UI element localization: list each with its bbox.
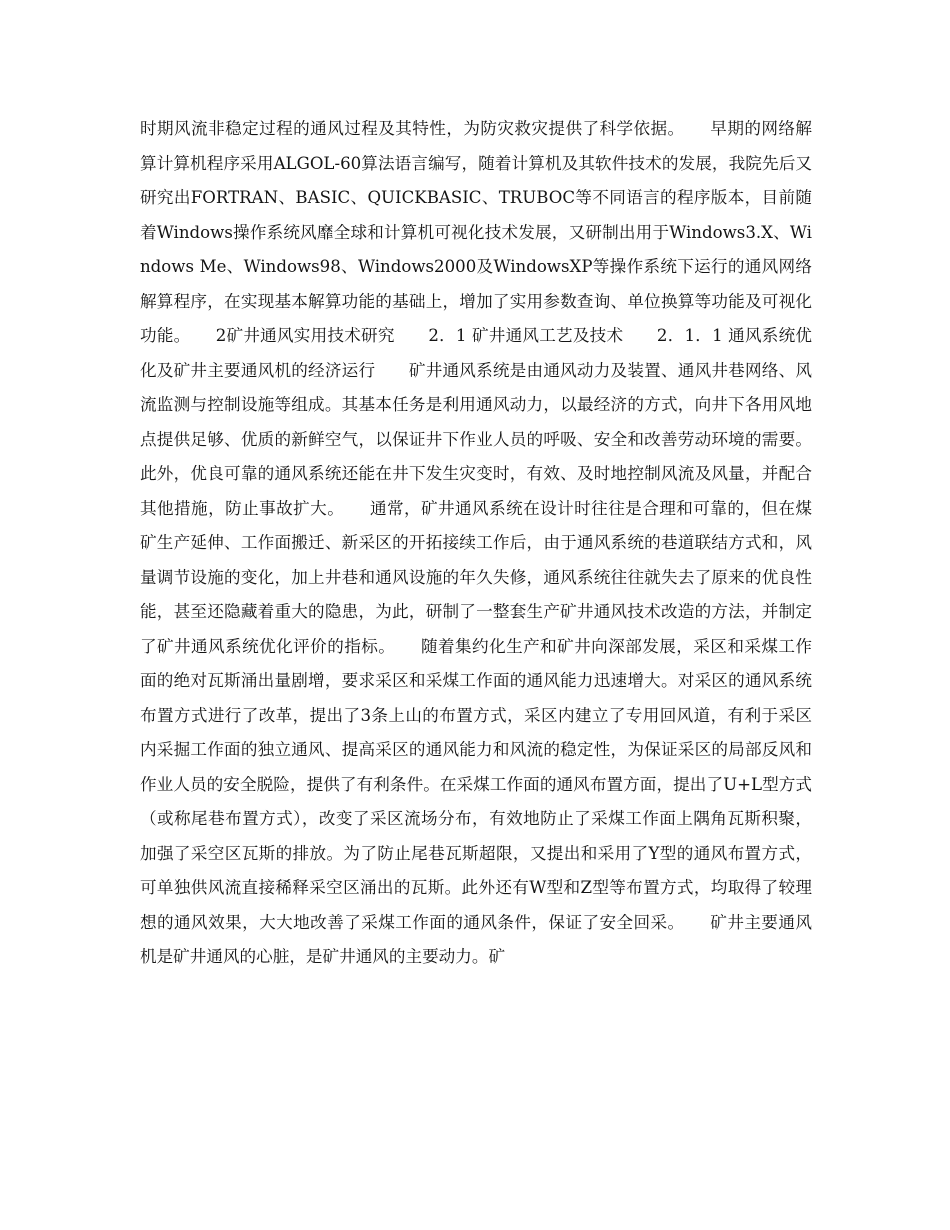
body-paragraph: 时期风流非稳定过程的通风过程及其特性，为防灾救灾提供了科学依据。 早期的网络解算计算机程序采用ALGOL-60算法语言编写，随着计算机及其软件技术的发展，我院先后又研究出FORTRAN、BASIC、QUICKBASIC、TRUBOC等不同语言的程序版本，目前随着Windows操作系统风靡全球和计算机可视化技术发展，又研制出用于Windows3.X、Windows Me、Windows98、Windows2000及WindowsXP等操作系统下运行的通风网络解算程序，在实现基本解算功能的基础上，增加了实用参数查询、单位换算等功能及可视化功能。 2矿井通风实用技术研究 2．1 矿井通风工艺及技术 2．1．1 通风系统优化及矿井主要通风机的经济运行 矿井通风系统是由通风动力及装置、通风井巷网络、风流监测与控制设施等组成。其基本任务是利用通风动力，以最经济的方式，向井下各用风地点提供足够、优质的新鲜空气，以保证井下作业人员的呼吸、安全和改善劳动环境的需要。此外，优良可靠的通风系统还能在井下发生灾变时，有效、及时地控制风流及风量，并配合其他措施，防止事故扩大。 通常，矿井通风系统在设计时往往是合理和可靠的，但在煤矿生产延伸、工作面搬迁、新采区的开拓接续工作后，由于通风系统的巷道联结方式和，风量调节设施的变化，加上井巷和通风设施的年久失修，通风系统往往就失去了原来的优良性能，甚至还隐藏着重大的隐患，为此，研制了一整套生产矿井通风技术改造的方法，并制定了矿井通风系统优化评价的指标。 随着集约化生产和矿井向深部发展，采区和采煤工作面的绝对瓦斯涌出量剧增，要求采区和采煤工作面的通风能力迅速增大。对采区的通风系统布置方式进行了改革，提出了3条上山的布置方式，采区内建立了专用回风道，有利于采区内采掘工作面的独立通风、提高采区的通风能力和风流的稳定性，为保证采区的局部反风和作业人员的安全脱险，提供了有利条件。在采煤工作面的通风布置方面，提出了U+L型方式（或称尾巷布置方式），改变了采区流场分布，有效地防止了采煤工作面上隅角瓦斯积聚，加强了采空区瓦斯的排放。为了防止尾巷瓦斯超限，又提出和采用了Y型的通风布置方式，可单独供风流直接稀释采空区涌出的瓦斯。此外还有W型和Z型等布置方式，均取得了较理想的通风效果，大大地改善了采煤工作面的通风条件，保证了安全回采。 矿井主要通风机是矿井通风的心脏，是矿井通风的主要动力。矿 [140, 119, 812, 966]
